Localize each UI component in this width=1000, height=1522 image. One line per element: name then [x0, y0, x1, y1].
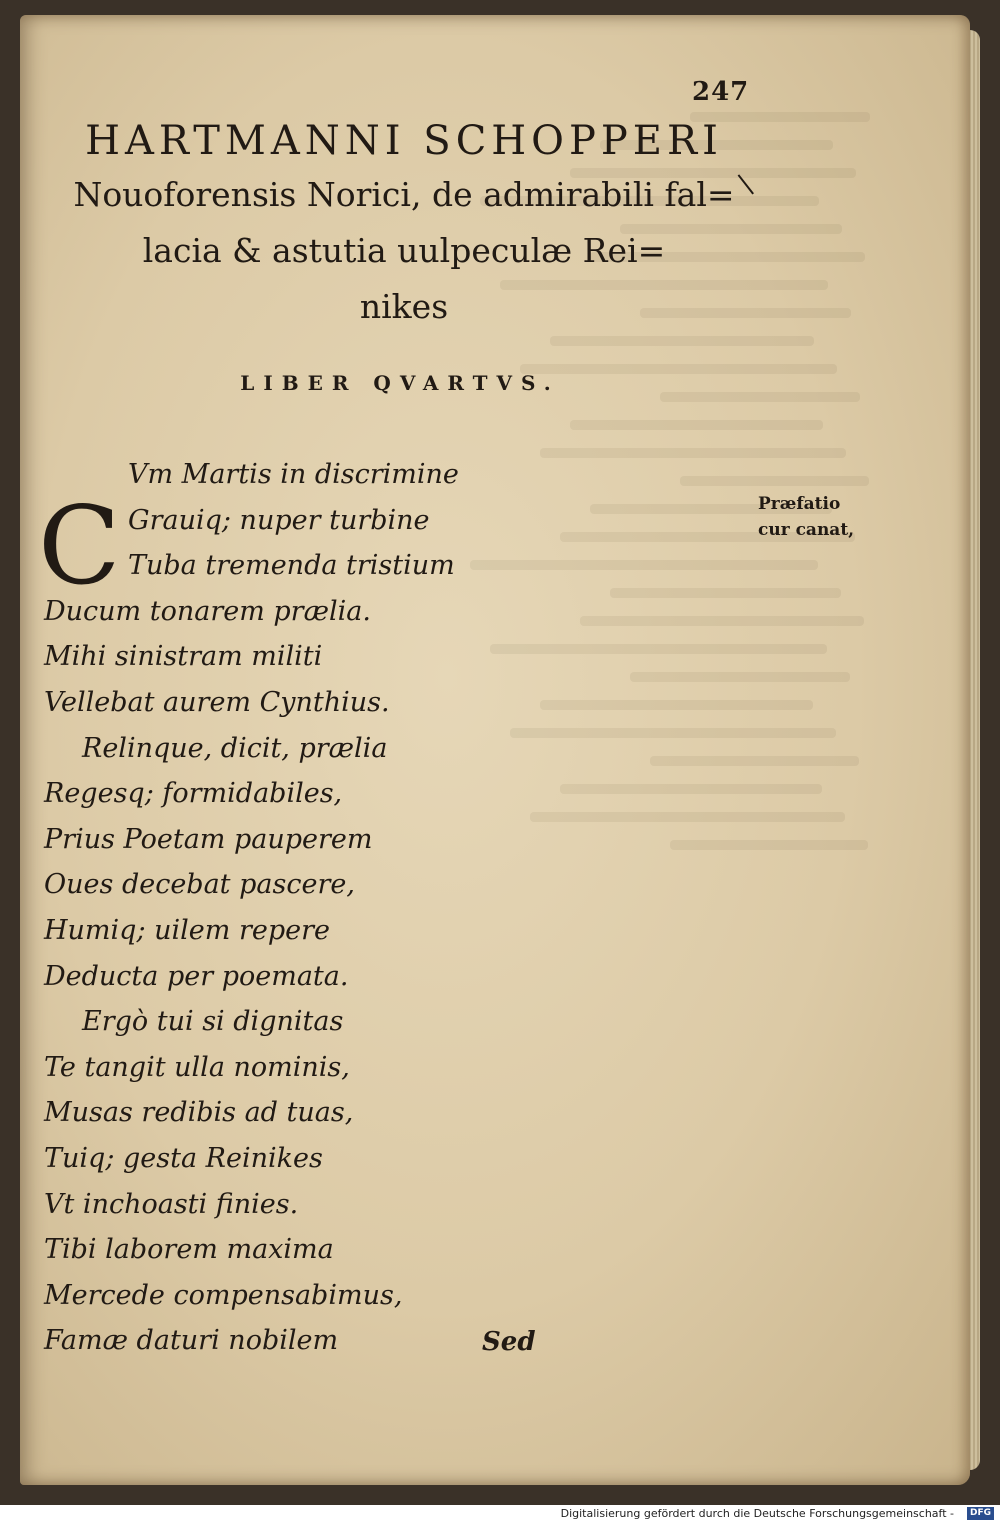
- book-title: LIBER QVARTVS.: [240, 371, 560, 395]
- dfg-logo: DFG: [967, 1507, 994, 1520]
- heading-title-line: Nouoforensis Norici, de admirabili fal=: [73, 175, 735, 214]
- verse-line: Grauiq; nuper turbine: [128, 504, 430, 536]
- book-page: [20, 15, 970, 1485]
- verse-line: Tuiq; gesta Reinikes: [44, 1143, 323, 1174]
- heading-title-line: nikes: [359, 287, 449, 326]
- heading-author-line: HARTMANNI SCHOPPERI: [85, 118, 723, 164]
- show-through-line: [680, 476, 869, 486]
- show-through-line: [650, 756, 859, 766]
- verse-line: Vm Martis in discrimine: [128, 459, 459, 490]
- verse-line: Relinque, dicit, prælia: [82, 732, 388, 764]
- digitization-footer: [0, 1505, 1000, 1522]
- catchword: Sed: [482, 1327, 536, 1357]
- verse-line: Humiq; uilem repere: [44, 915, 330, 946]
- verse-line: Tuba tremenda tristium: [128, 550, 455, 582]
- show-through-line: [580, 616, 864, 626]
- verse-line: Oues decebat pascere,: [44, 869, 355, 901]
- show-through-line: [570, 420, 823, 430]
- verse-line: Famæ daturi nobilem: [44, 1325, 339, 1357]
- show-through-line: [550, 336, 814, 346]
- verse-line: Tibi laborem maxima: [44, 1234, 334, 1266]
- verse-line: Te tangit ulla nominis,: [44, 1051, 350, 1083]
- page-number: 247: [692, 77, 750, 107]
- show-through-line: [510, 728, 836, 738]
- verse-line: Ergò tui si dignitas: [82, 1006, 344, 1038]
- show-through-line: [670, 840, 868, 850]
- verse-line: Vellebat aurem Cynthius.: [44, 687, 390, 718]
- footer-credit: Digitalisierung gefördert durch die Deutsche Forschungsgemeinschaft -: [560, 1507, 954, 1520]
- show-through-line: [630, 672, 850, 682]
- margin-note: [758, 491, 854, 543]
- title-heading: [64, 115, 744, 335]
- verse-line: Musas redibis ad tuas,: [44, 1097, 354, 1129]
- show-through-line: [660, 392, 860, 402]
- margin-note-line: Præfatio: [758, 494, 841, 514]
- verse-line: Vt inchoasti finies.: [44, 1188, 299, 1220]
- show-through-line: [540, 448, 846, 458]
- verse-line: Mercede compensabimus,: [44, 1279, 403, 1311]
- verse-line: Deducta per poemata.: [44, 960, 349, 992]
- show-through-line: [470, 560, 818, 570]
- heading-title-line: lacia & astutia uulpeculæ Rei=: [142, 231, 666, 270]
- heading-title-block: [64, 167, 744, 335]
- verse-line: Regesq; formidabiles,: [44, 778, 343, 810]
- drop-capital: C: [38, 484, 121, 609]
- show-through-line: [610, 588, 841, 598]
- show-through-line: [490, 644, 827, 654]
- margin-note-line: cur canat,: [758, 520, 855, 540]
- verse-line: Ducum tonarem prælia.: [44, 595, 371, 627]
- verse-line: Prius Poetam pauperem: [44, 823, 373, 855]
- verse-line: Mihi sinistram militi: [44, 641, 323, 673]
- show-through-line: [540, 700, 813, 710]
- show-through-line: [530, 812, 845, 822]
- show-through-line: [560, 784, 822, 794]
